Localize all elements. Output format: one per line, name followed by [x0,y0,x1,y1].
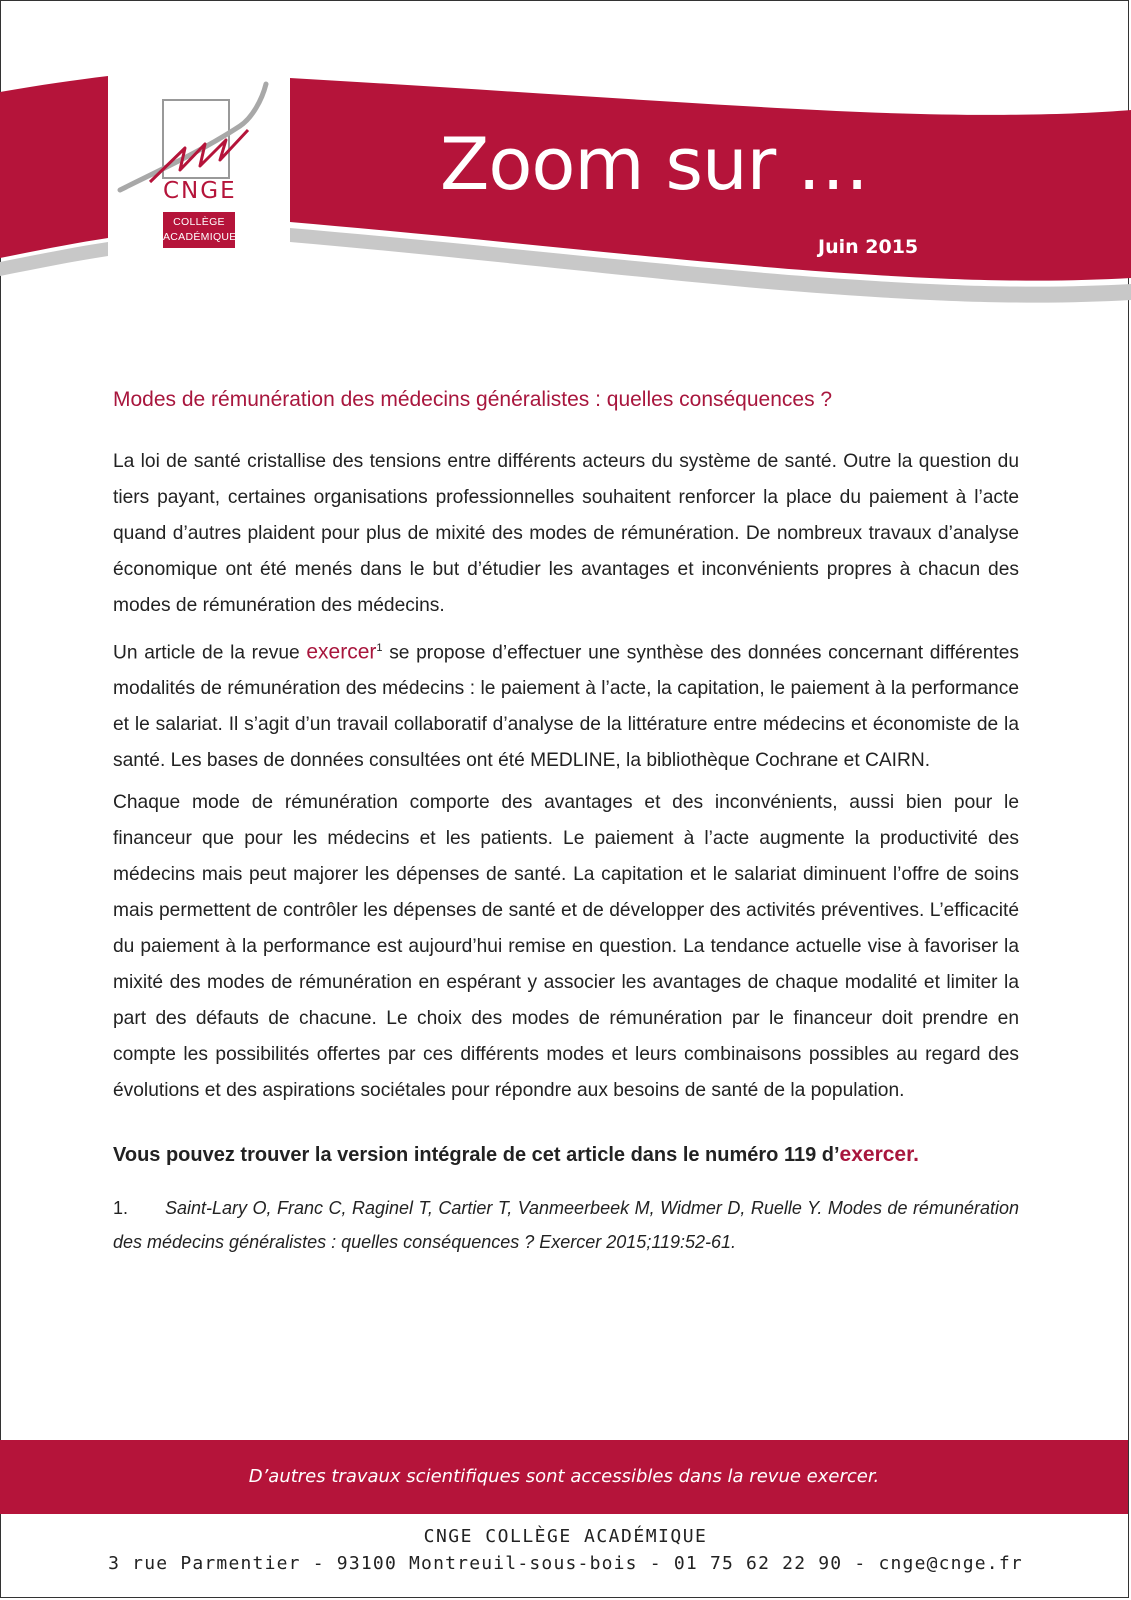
paragraph-2-start: Un article de la revue [113,642,307,664]
article-body [113,388,1019,1277]
reference [113,1191,1019,1259]
logo-badge-line1: COLLÈGE [173,216,225,228]
footnote-marker[interactable]: 1 [376,642,383,654]
logo-badge-line2: ACADÉMIQUE [163,231,237,243]
footer-address: 3 rue Parmentier - 93100 Montreuil-sous-bois - 01 75 62 22 90 - cnge@cnge.fr [108,1553,1023,1574]
article-headline: Modes de rémunération des médecins généralistes : quelles conséquences ? [113,388,833,411]
logo-badge [163,212,235,248]
paragraph-1: La loi de santé cristallise des tensions entre différents acteurs du système de santé. Outre la question du tiers payant, certaines organisations professionnelles souhaitent renforcer la place du paiement à l’acte quand d’autres plaident pour plus de mixité des modes de rémunération. De nombreux travaux d’analyse économique ont été menés dans le but d’étudier les avantages et inconvénients propres à chacun des modes de rémunération des médecins. [113,451,1019,616]
reference-number: 1. [113,1198,129,1219]
cta-text: Vous pouvez trouver la version intégrale de cet article dans le numéro 119 d’ [113,1144,840,1167]
footer-organization: CNGE COLLÈGE ACADÉMIQUE [423,1526,708,1547]
call-to-action [113,1143,1019,1167]
footer-band [0,1440,1128,1514]
logo-wordmark: CNGE [163,178,237,204]
logo-signature [150,130,248,182]
paragraph-2 [113,630,1019,779]
paragraph-2-end: se propose d’effectuer une synthèse des données concernant différentes modalités de rémunération des médecins : le paiement à l’acte, la capitation, le paiement à la performance et le salariat. Il s’agit d’un travail collaboratif d’analyse de la littérature entre médecins et économiste de la santé. Les bases de données consultées ont été MEDLINE, la bibliothèque Cochrane et CAIRN. [113,642,1019,772]
footer-band-text: D’autres travaux scientifiques sont accessibles dans la revue exercer. [248,1466,880,1487]
banner-left-red [0,76,108,258]
cta-journal-name[interactable]: exercer. [839,1143,919,1167]
issue-date: Juin 2015 [818,236,919,258]
journal-name-link[interactable]: exercer [306,640,377,664]
paragraph-3: Chaque mode de rémunération comporte des avantages et des inconvénients, aussi bien pour le financeur que pour les médecins et les patients. Le paiement à l’acte augmente la productivité des médecins mais peut majorer les dépenses de santé. La capitation et le salariat diminuent l’offre de soins mais permettent de contrôler les dépenses de santé et de développer des activités préventives. L’efficacité du paiement à la performance est aujourd’hui remise en question. La tendance actuelle vise à favoriser la mixité des modes de rémunération en espérant y associer les avantages de chaque modalité et limiter la part des défauts de chacune. Le choix des modes de rémunération par le financeur doit prendre en compte les possibilités offertes par ces différents modes et leurs combinaisons possibles au regard des évolutions et des aspirations sociétales pour répondre aux besoins de santé de la population. [113,792,1019,1102]
page-title: Zoom sur … [440,122,869,206]
reference-text: Saint-Lary O, Franc C, Raginel T, Cartier T, Vanmeerbeek M, Widmer D, Ruelle Y. Modes de rémunération des médecins généralistes : quelles conséquences ? Exercer 2015;119:52-61. [113,1198,1019,1253]
